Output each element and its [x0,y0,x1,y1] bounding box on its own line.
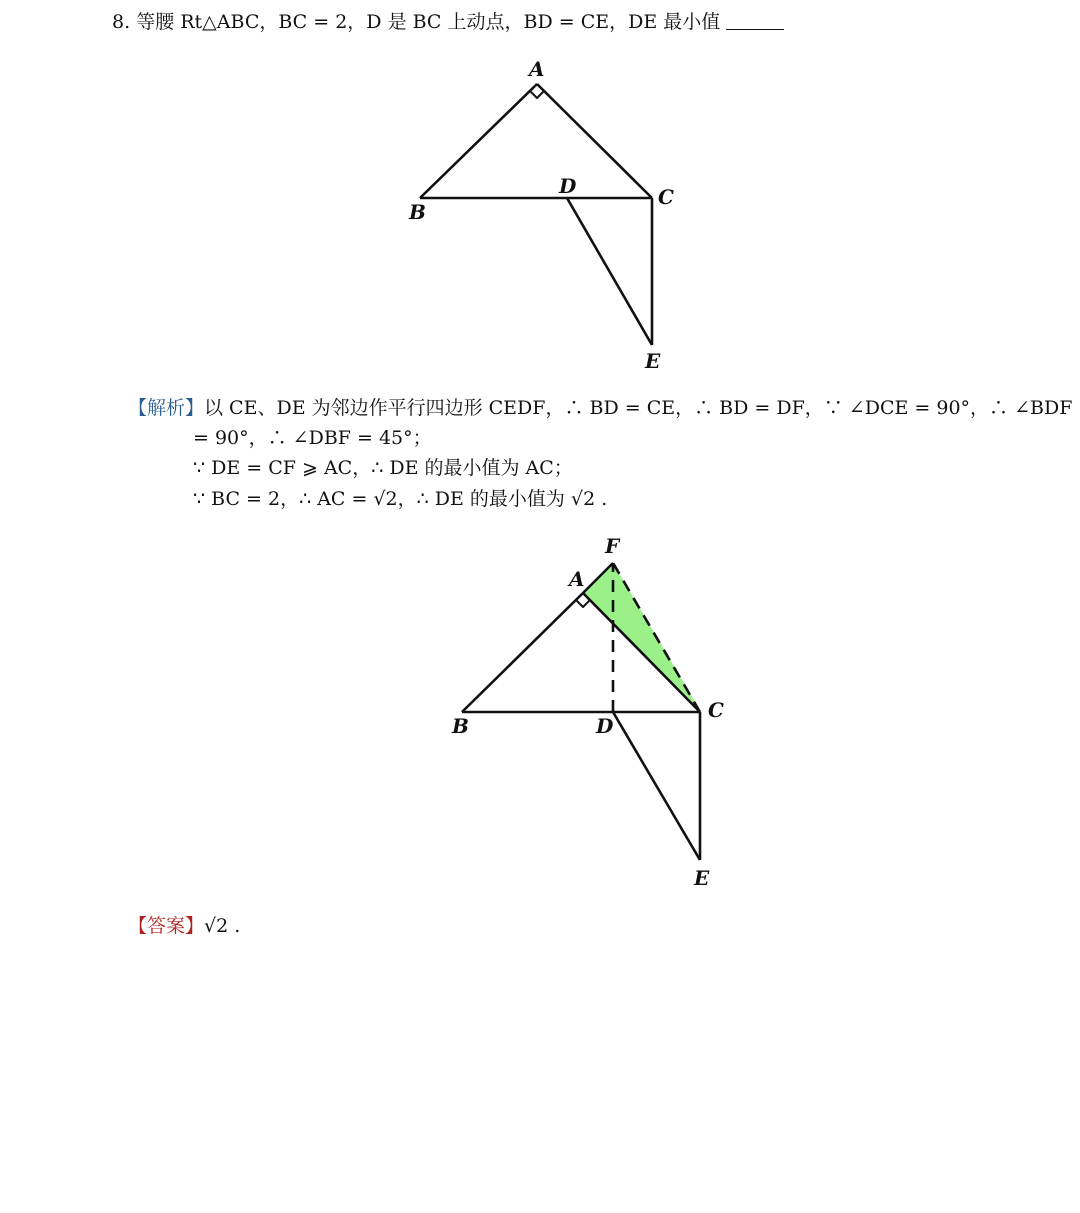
label-d: D [596,714,614,738]
question-text [112,9,784,35]
answer-value: √2 . [204,915,241,937]
analysis-line-2: = 90°，∴ ∠DBF = 45°； [193,427,432,449]
label-b: B [409,200,426,224]
highlight-triangle-acf [583,563,700,710]
segment-ac [583,593,700,712]
label-e: E [645,349,661,373]
figure-2-diagram [440,530,740,895]
label-b: B [452,714,469,738]
segment-de [613,712,700,860]
right-angle-marker [530,91,544,98]
question-body: 等腰 Rt△ABC，BC = 2，D 是 BC 上动点，BD = CE，DE 最小值 [136,11,721,33]
right-angle-marker [576,600,590,607]
segment-ab [462,593,583,712]
segment-ab [420,84,537,198]
answer-tag: 【答案】 [128,915,205,937]
answer-line [128,913,240,939]
label-c: C [658,185,674,209]
question-number: 8. [112,11,131,33]
label-a: A [569,567,585,591]
analysis-tag: 【解析】 [128,397,205,419]
segment-de [567,198,652,345]
analysis-line-4: ∵ BC = 2，∴ AC = √2，∴ DE 的最小值为 √2 . [193,488,608,510]
label-c: C [708,698,724,722]
label-e: E [694,866,710,890]
label-a: A [529,57,545,81]
segment-ac [537,84,652,198]
analysis-text-1: 以 CE、DE 为邻边作平行四边形 CEDF，∴ BD = CE，∴ BD = DF，∵ ∠DCE = 90°，∴ ∠BDF [204,397,1073,419]
analysis-line-1 [128,395,1072,421]
analysis-line-3: ∵ DE = CF ⩾ AC，∴ DE 的最小值为 AC； [193,457,573,479]
figure-1-diagram [390,55,700,375]
label-d: D [559,174,577,198]
label-f: F [605,534,620,558]
answer-blank [726,11,784,30]
